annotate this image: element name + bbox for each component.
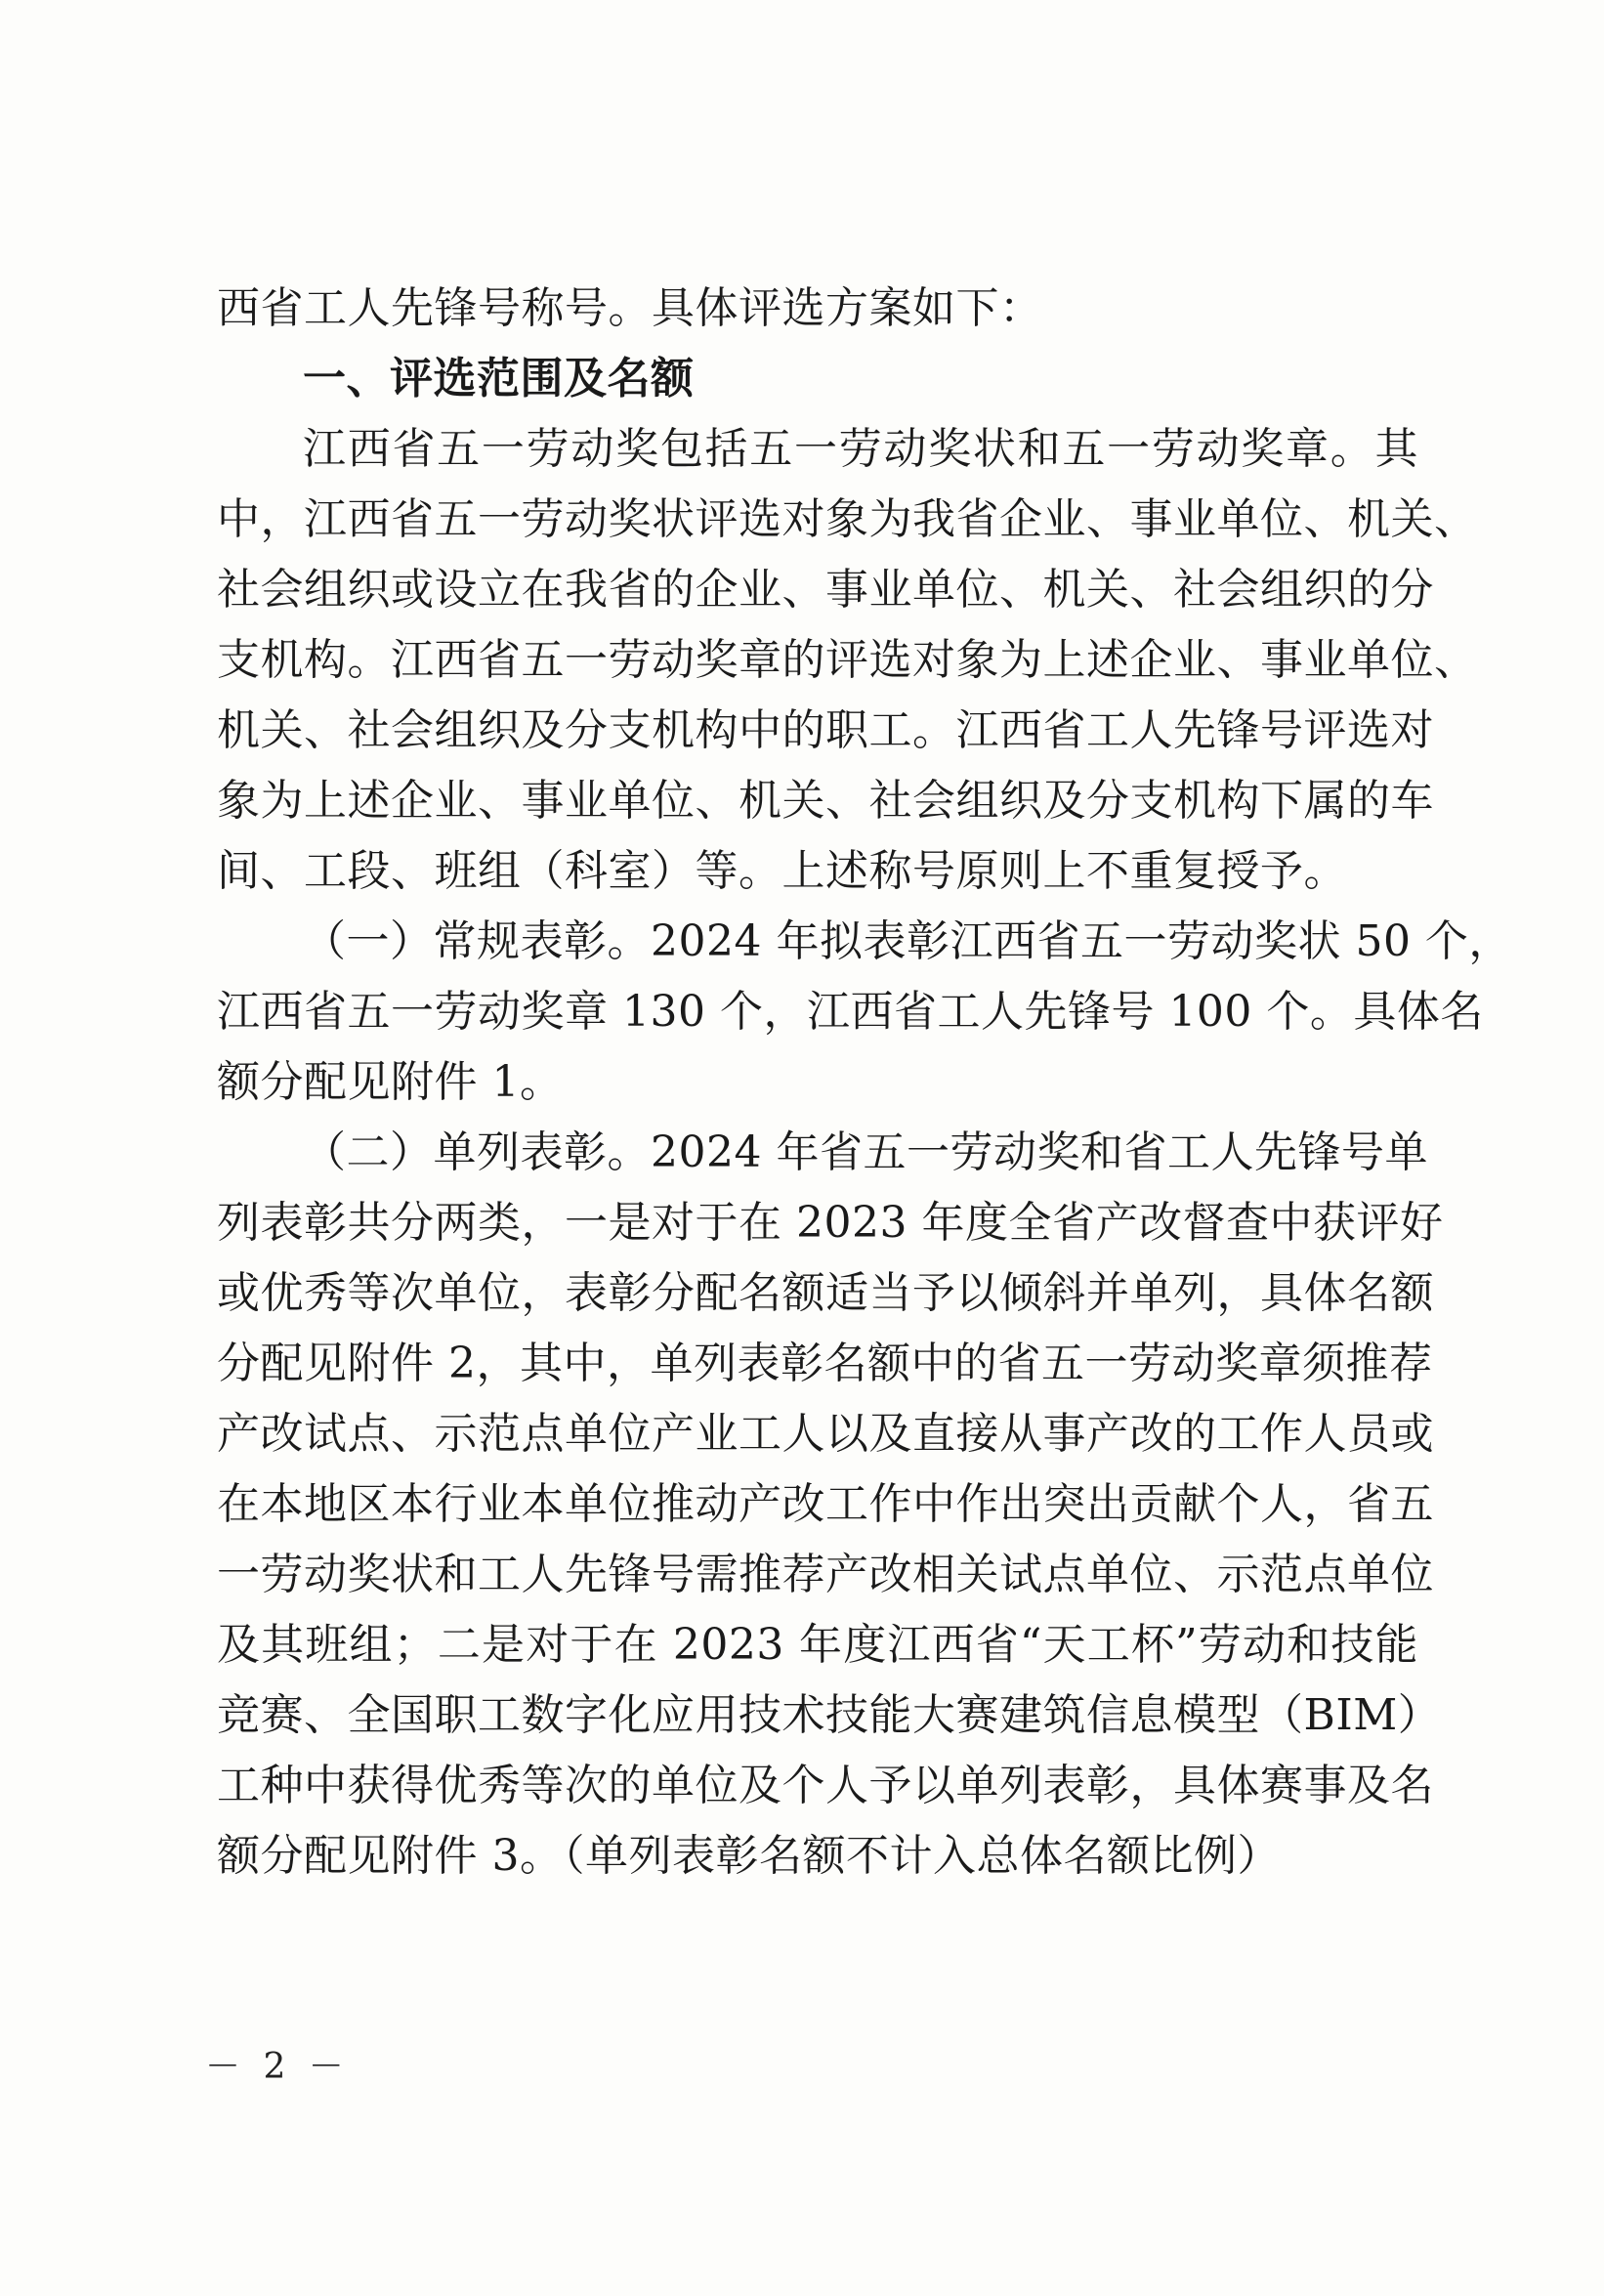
text-line: 产改试点、示范点单位产业工人以及直接从事产改的工作人员或	[217, 1409, 1434, 1459]
text-line: 机关、社会组织及分支机构中的职工。江西省工人先锋号评选对	[217, 705, 1434, 755]
text-line: 社会组织或设立在我省的企业、事业单位、机关、社会组织的分	[217, 565, 1434, 615]
text-line: 中，江西省五一劳动奖状评选对象为我省企业、事业单位、机关、	[217, 494, 1478, 544]
text-line: 一劳动奖状和工人先锋号需推荐产改相关试点单位、示范点单位	[217, 1550, 1434, 1599]
text-line: 分配见附件 2，其中，单列表彰名额中的省五一劳动奖章须推荐	[217, 1339, 1433, 1388]
text-line: 额分配见附件 1。	[217, 1057, 564, 1107]
text-line: 江西省五一劳动奖章 130 个，江西省工人先锋号 100 个。具体名	[217, 987, 1484, 1037]
body-text	[217, 274, 1512, 1892]
text-line: 象为上述企业、事业单位、机关、社会组织及分支机构下属的车	[217, 776, 1434, 826]
page-number: － 2 －	[205, 2047, 350, 2087]
text-line: 列表彰共分两类，一是对于在 2023 年度全省产改督查中获评好	[217, 1198, 1444, 1248]
text-line: 或优秀等次单位，表彰分配名额适当予以倾斜并单列，具体名额	[217, 1268, 1434, 1318]
section-heading: 一、评选范围及名额	[303, 354, 695, 404]
text-line: 工种中获得优秀等次的单位及个人予以单列表彰，具体赛事及名	[217, 1761, 1434, 1810]
text-line: 支机构。江西省五一劳动奖章的评选对象为上述企业、事业单位、	[217, 635, 1478, 685]
text-line: 额分配见附件 3。（单列表彰名额不计入总体名额比例）	[217, 1831, 1281, 1881]
text-line: 在本地区本行业本单位推动产改工作中作出突出贡献个人，省五	[217, 1479, 1434, 1529]
text-line: 及其班组；二是对于在 2023 年度江西省“天工杯”劳动和技能	[217, 1620, 1418, 1670]
subsection-line: （一）常规表彰。2024 年拟表彰江西省五一劳动奖状 50 个，	[303, 916, 1512, 966]
subsection-line: （二）单列表彰。2024 年省五一劳动奖和省工人先锋号单	[303, 1127, 1428, 1177]
text-line: 竞赛、全国职工数字化应用技术技能大赛建筑信息模型（BIM）	[217, 1690, 1442, 1740]
text-line: 江西省五一劳动奖包括五一劳动奖状和五一劳动奖章。其	[303, 424, 1418, 474]
text-line: 间、工段、班组（科室）等。上述称号原则上不重复授予。	[217, 846, 1347, 896]
text-line: 西省工人先锋号称号。具体评选方案如下：	[217, 283, 1043, 333]
